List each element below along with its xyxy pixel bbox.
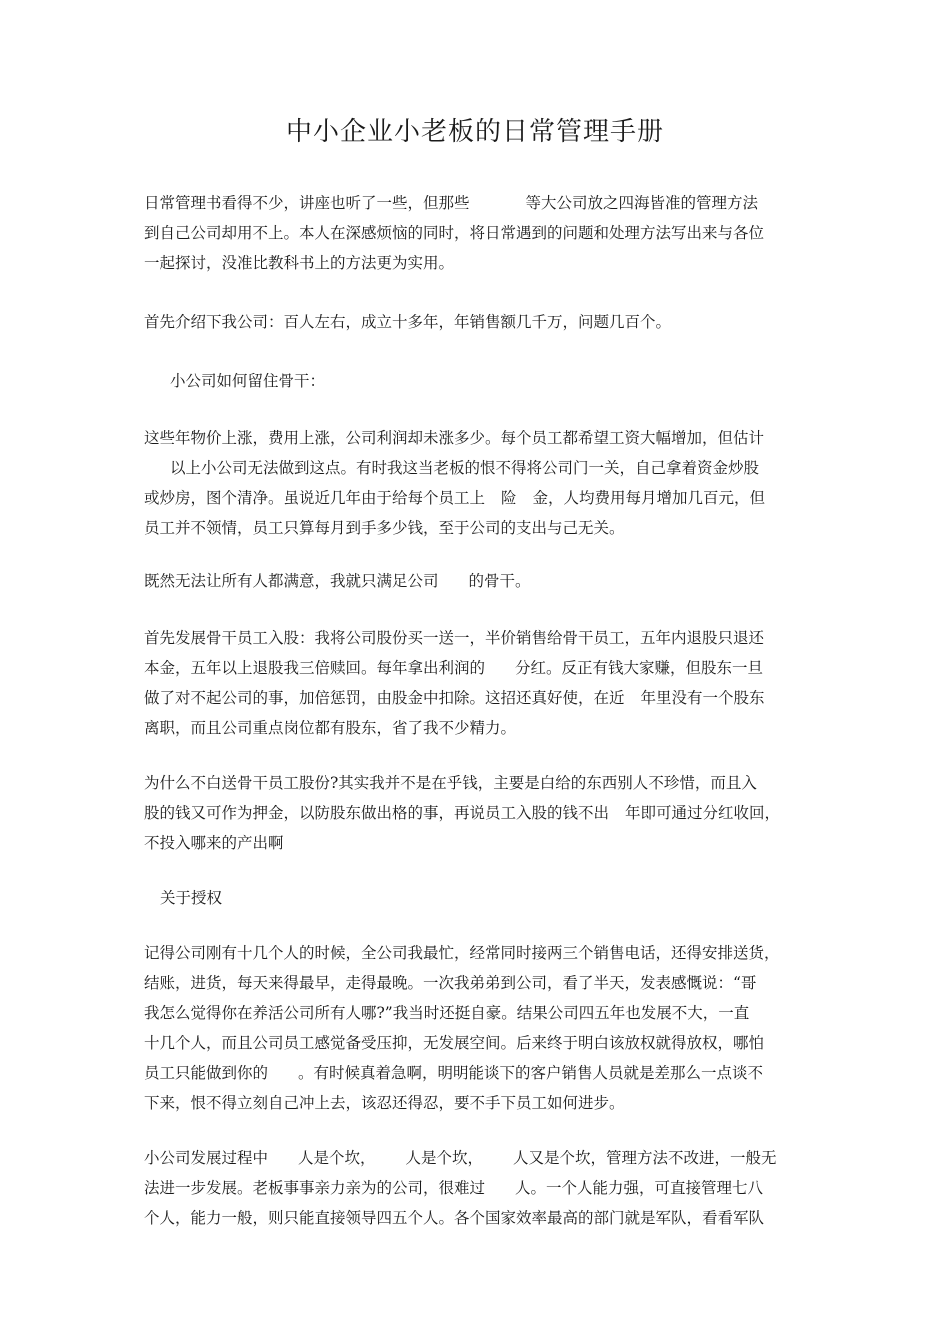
paragraph-line: 首先发展骨干员工入股：我将公司股份买一送一，半价销售给骨干员工，五年内退股只退还 <box>144 629 765 647</box>
text-segment: 年即可通过分红收回， <box>625 804 781 822</box>
section-heading: 关于授权 <box>160 889 223 907</box>
paragraph-line: 为什么不白送骨干员工股份?其实我并不是在乎钱，主要是白给的东西别人不珍惜，而且入 <box>144 774 757 792</box>
paragraph-line: 首先介绍下我公司：百人左右，成立十多年，年销售额几千万，问题几百个。 <box>144 313 672 331</box>
text-segment: 或炒房，图个清净。虽说近几年由于给每个员工上 <box>144 489 486 507</box>
paragraph-line <box>144 188 824 218</box>
text-segment: 年里没有一个股东 <box>640 689 765 707</box>
paragraph-line: 十几个人，而且公司员工感觉备受压抑，无发展空间。后来终于明白该放权就得放权，哪怕 <box>144 1034 765 1052</box>
section-heading: 小公司如何留住骨干： <box>170 372 326 390</box>
paragraph-line: 结账，进货，每天来得最早，走得最晚。一次我弟弟到公司，看了半天，发表感慨说：“哥 <box>144 974 757 992</box>
paragraph-line <box>144 683 824 713</box>
paragraph-line <box>144 653 824 683</box>
paragraph-line <box>144 798 824 828</box>
paragraph-line: 一起探讨，没准比教科书上的方法更为实用。 <box>144 254 455 272</box>
text-segment: 险 <box>501 489 517 507</box>
paragraph-line <box>144 566 824 596</box>
text-segment: 股的钱又可作为押金，以防股东做出格的事，再说员工入股的钱不出 <box>144 804 610 822</box>
paragraph-line: 下来，恨不得立刻自己冲上去，该忍还得忍，要不手下员工如何进步。 <box>144 1094 625 1112</box>
text-segment: 既然无法让所有人都满意，我就只满足公司 <box>144 572 439 590</box>
text-segment: 人。一个人能力强，可直接管理七八 <box>515 1179 764 1197</box>
text-segment: 做了对不起公司的事，加倍惩罚，由股金中扣除。这招还真好使，在近 <box>144 689 625 707</box>
text-segment: 日常管理书看得不少，讲座也听了一些，但那些 <box>144 194 470 212</box>
paragraph-line <box>144 1058 824 1088</box>
paragraph-line: 记得公司刚有十几个人的时候，全公司我最忙，经常同时接两三个销售电话，还得安排送货， <box>144 944 780 962</box>
paragraph-line <box>144 1143 824 1173</box>
paragraph-line: 离职，而且公司重点岗位都有股东，省了我不少精力。 <box>144 719 517 737</box>
paragraph-line <box>144 483 824 513</box>
text-segment: 的骨干。 <box>468 572 531 590</box>
paragraph-line: 到自己公司却用不上。本人在深感烦恼的同时，将日常遇到的问题和处理方法写出来与各位 <box>144 224 765 242</box>
text-segment: 。有时候真着急啊，明明能谈下的客户销售人员就是差那么一点谈不 <box>298 1064 764 1082</box>
paragraph-line: 个人，能力一般，则只能直接领导四五个人。各个国家效率最高的部门就是军队，看看军队 <box>144 1209 765 1227</box>
text-segment: 本金，五年以上退股我三倍赎回。每年拿出利润的 <box>144 659 486 677</box>
text-segment: 金，人均费用每月增加几百元，但 <box>532 489 766 507</box>
text-segment: 员工只能做到你的 <box>144 1064 269 1082</box>
text-segment: 等大公司放之四海皆准的管理方法 <box>525 194 759 212</box>
text-segment: 法进一步发展。老板事事亲力亲为的公司，很难过 <box>144 1179 486 1197</box>
paragraph-line: 这些年物价上涨，费用上涨，公司利润却未涨多少。每个员工都希望工资大幅增加，但估计 <box>144 429 765 447</box>
text-segment: 分红。反正有钱大家赚，但股东一旦 <box>515 659 764 677</box>
text-segment: 人是个坎， <box>405 1149 484 1167</box>
text-segment: 小公司发展过程中 <box>144 1149 269 1167</box>
paragraph-line: 我怎么觉得你在养活公司所有人哪?”我当时还挺自豪。结果公司四五年也发展不大，一直 <box>144 1004 750 1022</box>
paragraph-line: 不投入哪来的产出啊 <box>144 834 284 852</box>
text-segment: 人是个坎， <box>298 1149 376 1167</box>
paragraph-line: 员工并不领情，员工只算每月到手多少钱，至于公司的支出与己无关。 <box>144 519 625 537</box>
text-segment: 人又是个坎，管理方法不改进，一般无 <box>513 1149 777 1167</box>
paragraph-line: 以上小公司无法做到这点。有时我这当老板的恨不得将公司门一关，自己拿着资金炒股 <box>170 459 760 477</box>
document-title: 中小企业小老板的日常管理手册 <box>285 117 664 147</box>
paragraph-line <box>144 1173 824 1203</box>
